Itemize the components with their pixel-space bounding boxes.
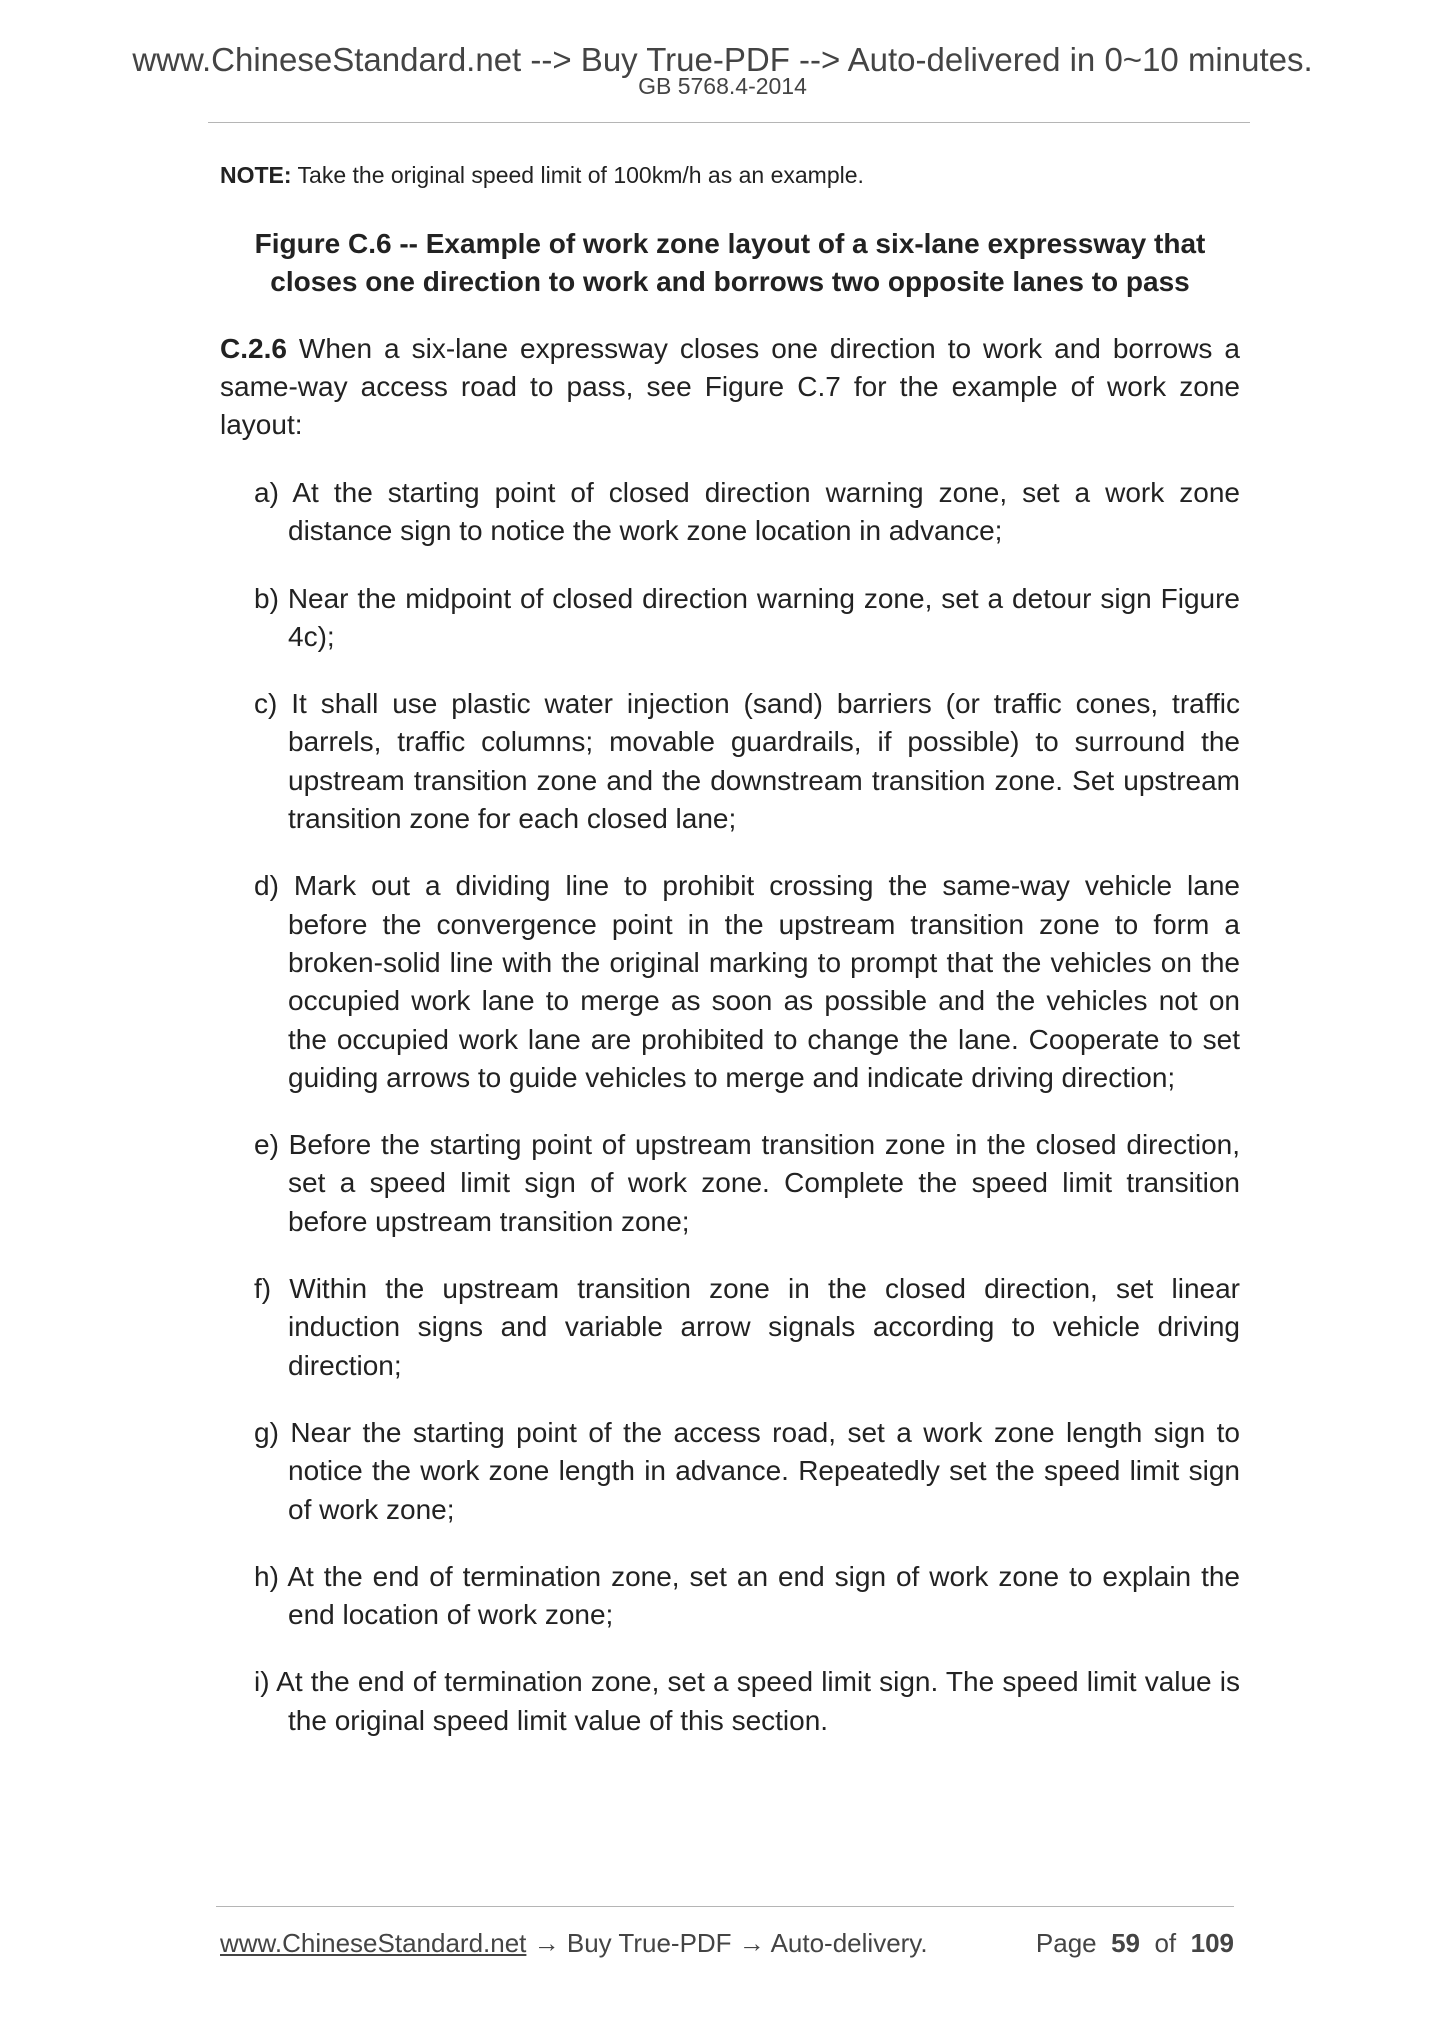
section-paragraph (220, 330, 1240, 444)
list-item: h) At the end of termination zone, set an end sign of work zone to explain the end location of work zone; (254, 1560, 1240, 1631)
list-item: g) Near the starting point of the access road, set a work zone length sign to notice the work zone length in advance. Repeatedly set the speed limit sign of work zone; (254, 1416, 1240, 1525)
section-text: When a six-lane expressway closes one direction to work and borrows a same-way access road to pass, see Figure C.7 for the example of work zone layout: (220, 333, 1240, 440)
figure-caption: Figure C.6 -- Example of work zone layout of a six-lane expressway that closes one direction to work and borrows two opposite lanes to pass (254, 228, 1206, 297)
footer-divider (216, 1906, 1234, 1907)
page-label: Page (1035, 1928, 1097, 1958)
footer (220, 1925, 1234, 1961)
list-item: a) At the starting point of closed direction warning zone, set a work zone distance sign to notice the work zone location in advance; (254, 477, 1240, 547)
list-item: f) Within the upstream transition zone in the closed direction, set linear induction signs and variable arrow signals according to vehicle driving direction; (254, 1273, 1240, 1381)
page-number: 59 (1111, 1928, 1141, 1958)
list-item: d) Mark out a dividing line to prohibit crossing the same-way vehicle lane before the convergence point in the upstream transition zone to form a broken-solid line with the original marking to prompt that the vehicles on the occupied work lane to merge as soon as possible and the vehicles not on the occupied work lane are prohibited to change the lane. Cooperate to set guiding arrows to guide vehicles to merge and indicate driving direction; (254, 870, 1240, 1093)
header-divider (208, 122, 1250, 123)
note-text: Take the original speed limit of 100km/h as an example. (291, 162, 864, 188)
section-number: C.2.6 (220, 333, 287, 364)
footer-tagline: → Buy True-PDF → Auto-delivery. (526, 1928, 928, 1958)
footer-site-link[interactable]: www.ChineseStandard.net (220, 1928, 527, 1958)
header-banner: www.ChineseStandard.net --> Buy True-PDF --> Auto-delivered in 0~10 minutes. (132, 41, 1313, 78)
list-item: c) It shall use plastic water injection (sand) barriers (or traffic cones, traffic barrels, traffic columns; movable guardrails, if possible) to surround the upstream transition zone and the downstream transition zone. Set upstream transition zone for each closed lane; (254, 688, 1240, 835)
footer-left (220, 1925, 928, 1961)
page-total: 109 (1190, 1928, 1234, 1958)
list-item: b) Near the midpoint of closed direction warning zone, set a detour sign Figure 4c); (254, 582, 1240, 652)
note-label: NOTE: (220, 162, 292, 188)
standard-number: GB 5768.4-2014 (638, 73, 807, 99)
note (220, 160, 864, 190)
of-label: of (1154, 1928, 1177, 1958)
requirements-list (254, 474, 1240, 1769)
list-item: i) At the end of termination zone, set a speed limit sign. The speed limit value is the original speed limit value of this section. (254, 1666, 1240, 1736)
list-item: e) Before the starting point of upstream transition zone in the closed direction, set a speed limit sign of work zone. Complete the speed limit transition before upstream transition zone; (254, 1129, 1240, 1237)
page-indicator (1036, 1925, 1234, 1961)
